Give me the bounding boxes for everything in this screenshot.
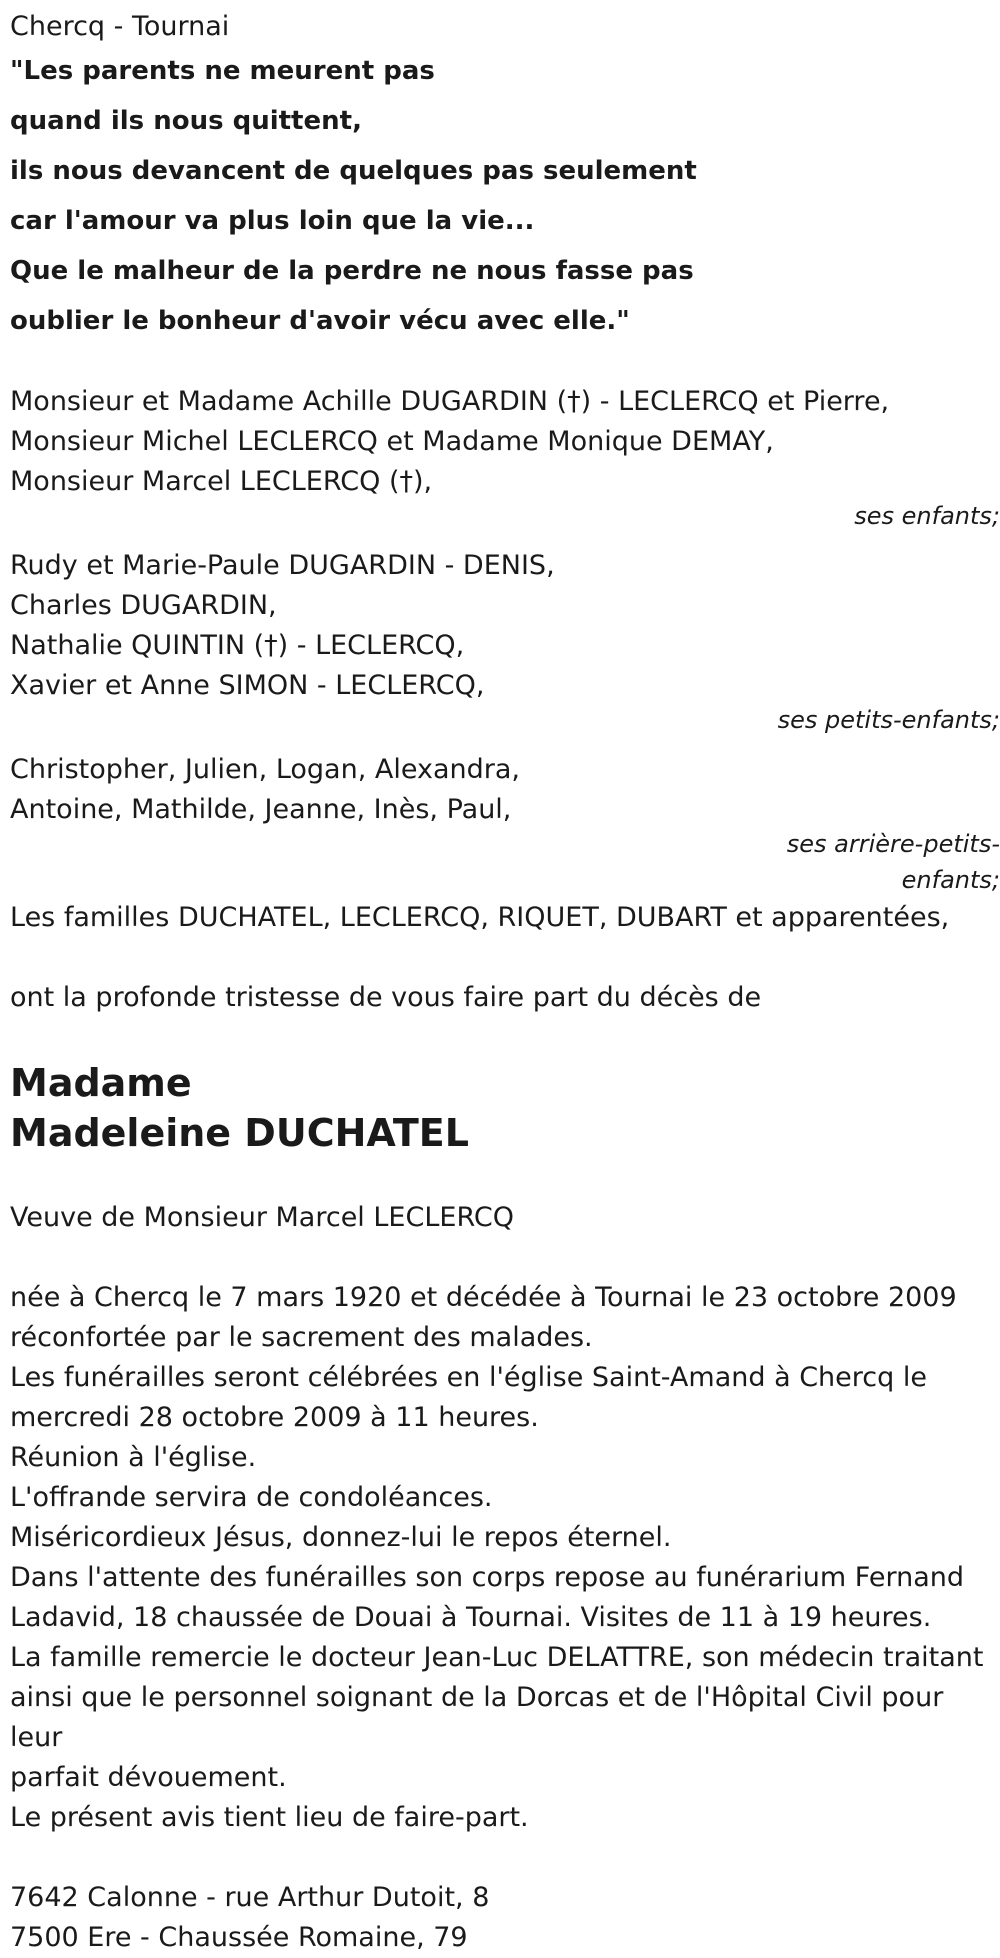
family-name-line: Monsieur Marcel LECLERCQ (†), [10,466,433,497]
family-name-line: Charles DUGARDIN, [10,590,277,621]
family-name-line: Monsieur Michel LECLERCQ et Madame Monique DEMAY, [10,426,774,457]
role-line: enfants; [901,866,1000,894]
deceased-fullname: Madeleine DUCHATEL [10,1111,469,1155]
details [10,1278,1000,1838]
poem-line: "Les parents ne meurent pas [10,56,435,86]
address-line: 7642 Calonne - rue Arthur Dutoit, 8 [10,1882,490,1913]
veuve-line: Veuve de Monsieur Marcel LECLERCQ [10,1202,514,1233]
detail-line: Réunion à l'église. [10,1442,257,1473]
detail-line: Ladavid, 18 chaussée de Douai à Tournai. Visites de 11 à 19 heures. [10,1602,932,1633]
arriere-petits-enfants-list [10,750,1000,830]
detail-line: L'offrande servira de condoléances. [10,1482,493,1513]
detail-line: réconfortée par le sacrement des malades. [10,1322,593,1353]
poem [10,46,990,346]
addresses [10,1878,1000,1958]
arriere-petits-enfants-role [10,826,1000,898]
detail-line: parfait dévouement. [10,1762,287,1793]
address-line: 7500 Ere - Chaussée Romaine, 79 [10,1922,468,1953]
enfants-role: ses enfants; [854,502,1000,530]
family-name-line: Monsieur et Madame Achille DUGARDIN (†) - LECLERCQ et Pierre, [10,386,890,417]
announcement: ont la profonde tristesse de vous faire part du décès de [10,982,762,1013]
family-name-line: Xavier et Anne SIMON - LECLERCQ, [10,670,485,701]
detail-line: ainsi que le personnel soignant de la Dorcas et de l'Hôpital Civil pour leur [10,1682,944,1753]
family-name-line: Antoine, Mathilde, Jeanne, Inès, Paul, [10,794,512,825]
poem-line: oublier le bonheur d'avoir vécu avec elle." [10,306,630,336]
poem-line: ils nous devancent de quelques pas seulement [10,156,697,186]
detail-line: Le présent avis tient lieu de faire-part. [10,1802,529,1833]
family-name-line: Rudy et Marie-Paule DUGARDIN - DENIS, [10,550,555,581]
familles-line: Les familles DUCHATEL, LECLERCQ, RIQUET, DUBART et apparentées, [10,902,950,933]
enfants-list [10,382,1000,502]
detail-line: mercredi 28 octobre 2009 à 11 heures. [10,1402,539,1433]
location-header: Chercq - Tournai [10,11,230,42]
petits-enfants-list [10,546,1000,706]
deceased-name [10,1058,990,1158]
poem-line: quand ils nous quittent, [10,106,362,136]
petits-enfants-role: ses petits-enfants; [777,706,1000,734]
detail-line: Miséricordieux Jésus, donnez-lui le repos éternel. [10,1522,672,1553]
family-name-line: Christopher, Julien, Logan, Alexandra, [10,754,520,785]
family-name-line: Nathalie QUINTIN (†) - LECLERCQ, [10,630,465,661]
detail-line: La famille remercie le docteur Jean-Luc DELATTRE, son médecin traitant [10,1642,984,1673]
detail-line: née à Chercq le 7 mars 1920 et décédée à Tournai le 23 octobre 2009 [10,1282,957,1313]
detail-line: Les funérailles seront célébrées en l'église Saint-Amand à Chercq le [10,1362,927,1393]
detail-line: Dans l'attente des funérailles son corps repose au funérarium Fernand [10,1562,964,1593]
deceased-title: Madame [10,1061,192,1105]
role-line: ses arrière-petits- [786,830,1000,858]
poem-line: car l'amour va plus loin que la vie... [10,206,535,236]
poem-line: Que le malheur de la perdre ne nous fasse pas [10,256,694,286]
